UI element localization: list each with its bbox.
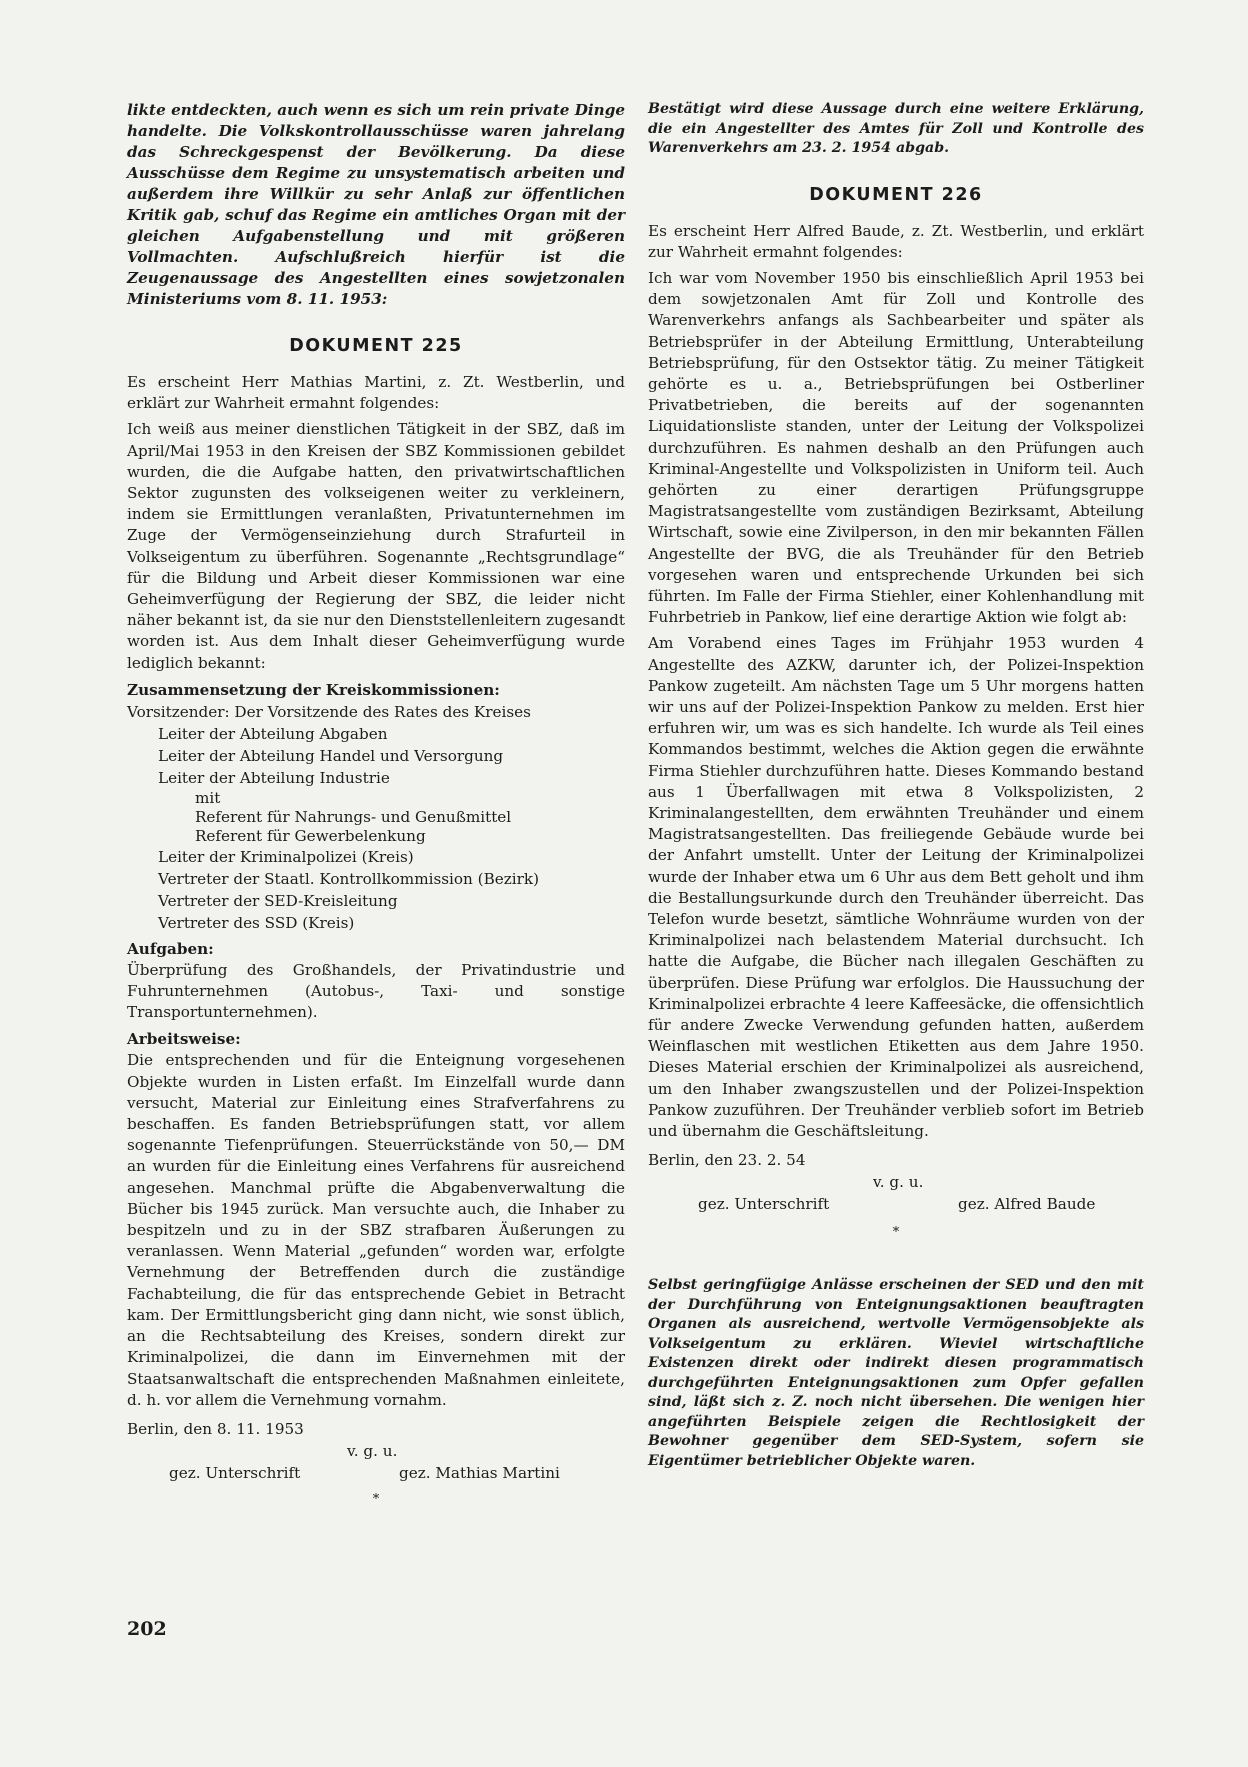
- document-body: [127, 960, 625, 1024]
- body-paragraph: Die entsprechenden und für die Enteignung vorgesehenen Objekte wurden in Listen erfaßt. Im Einzelfall wurde dann versucht, Material zur Einleitung eines Strafverfahrens zu beschaffen. Es fanden Betriebsprüfungen statt, vor allem sogenannte Tiefenprüfungen. Steuerrückstände von 50,— DM an wurden für die Einleitung eines Verfahrens für ausreichend angesehen. Manchmal prüfte die Abgabenverwaltung die Bücher bis 1945 zurück. Man versuchte auch, die Inhaber zu bespitzeln und zu in der SBZ strafbaren Äußerungen zu veranlassen. Wenn Material „gefunden“ worden war, erfolgte Vernehmung der Betreffenden durch die zuständige Fachabteilung, die für das entsprechende Gebiet in Betracht kam. Der Ermittlungsbericht ging dann nicht, wie sonst üblich, an die Rechtsabteilung des Kreises, sondern direkt zur Kriminalpolizei, die dann im Einvernehmen mit der Staatsanwaltschaft die entsprechenden Maßnahmen einleitete, d. h. vor allem die Vernehmung vornahm.: [127, 1051, 625, 1409]
- signature-block: [648, 1171, 1144, 1215]
- signature-right: gez. Mathias Martini: [399, 1463, 560, 1482]
- list-item: Vertreter der Staatl. Kontrollkommission (Bezirk): [158, 869, 539, 888]
- signature-left: gez. Unterschrift: [169, 1463, 301, 1482]
- list-item: Vertreter des SSD (Kreis): [158, 913, 355, 932]
- list-item: Vorsitzender: Der Vorsitzende des Rates des Kreises: [127, 702, 531, 721]
- intro-paragraph: likte entdeckten, auch wenn es sich um rein private Dinge handelte. Die Volkskontrollausschüsse waren jahrelang das Schreckgespenst der Bevölkerung. Da diese Ausschüsse dem Regime zu unsystematisch arbeiten und außerdem ihre Willkür zu sehr Anlaß zur öffentlichen Kritik gab, schuf das Regime ein amtliches Organ mit der gleichen Aufgabenstellung und mit größeren Vollmachten. Aufschlußreich hierfür ist die Zeugenaussage des Angestellten eines sowjetzonalen Ministeriums vom 8. 11. 1953:: [127, 101, 625, 308]
- list-item: Leiter der Abteilung Handel und Versorgung: [158, 746, 504, 765]
- list-item: Leiter der Abteilung Abgaben: [158, 724, 388, 743]
- intro-paragraph: Bestätigt wird diese Aussage durch eine weitere Erklärung, die ein Angestellter des Amtes für Zoll und Kontrolle des Warenverkehrs am 23. 2. 1954 abgab.: [648, 101, 1144, 156]
- body-paragraph: Es erscheint Herr Mathias Martini, z. Zt. Westberlin, und erklärt zur Wahrheit ermahnt folgendes:: [127, 373, 625, 413]
- page-number: 202: [127, 1618, 167, 1640]
- list-subitem: Referent für Nahrungs- und Genußmittel: [195, 807, 512, 826]
- closing-paragraph: Selbst geringfügige Anlässe erscheinen der SED und den mit der Durchführung von Enteignungsaktionen beauftragten Organen als ausreichend, wertvolle Vermögensobjekte als Volkseigentum zu erklären. Wieviel wirtschaftliche Existenzen direkt oder indirekt diesen programmatisch durchgeführten Enteignungsaktionen zum Opfer gefallen sind, läßt sich z. Z. noch nicht übersehen. Die wenigen hier angeführten Beispiele zeigen die Rechtlosigkeit der Bewohner gegenüber dem SED-System, sofern sie Eigentümer betrieblicher Objekte waren.: [648, 1277, 1144, 1469]
- signature-date: Berlin, den 8. 11. 1953: [127, 1419, 304, 1438]
- body-paragraph: Ich weiß aus meiner dienstlichen Tätigkeit in der SBZ, daß im April/Mai 1953 in den Kreisen der SBZ Kommissionen gebildet wurden, die die Aufgabe hatten, den privatwirtschaftlichen Sektor zugunsten des volkseigenen weiter zu verkleinern, indem sie Ermittlungen veranlaßten, Privatunternehmen im Zuge der Vermögenseinziehung durch Strafurteil in Volkseigentum zu überführen. Sogenannte „Rechtsgrundlage“ für die Bildung und Arbeit dieser Kommissionen war eine Geheimverfügung der Regierung der SBZ, die leider nicht näher bekannt ist, da sie nur den Dienststellenleitern zugesandt worden ist. Aus dem Inhalt dieser Geheimverfügung wurde lediglich bekannt:: [127, 420, 625, 672]
- document-body: [127, 372, 625, 674]
- right-column: [648, 100, 1144, 1471]
- body-paragraph: Es erscheint Herr Alfred Baude, z. Zt. Westberlin, und erklärt zur Wahrheit ermahnt folgendes:: [648, 221, 1144, 261]
- left-column: [127, 100, 625, 1507]
- signature-right: gez. Alfred Baude: [958, 1195, 1096, 1214]
- section-title: Aufgaben:: [127, 939, 214, 958]
- signature-vgu: v. g. u.: [347, 1441, 398, 1460]
- section-title: Arbeitsweise:: [127, 1030, 241, 1049]
- signature-block: [127, 1440, 625, 1484]
- separator-star: *: [372, 1491, 380, 1507]
- separator-star: *: [892, 1225, 900, 1241]
- list-item: Vertreter der SED-Kreisleitung: [158, 891, 398, 910]
- section-title: Zusammensetzung der Kreiskommissionen:: [127, 680, 500, 699]
- signature-date: Berlin, den 23. 2. 54: [648, 1151, 806, 1170]
- composition-list: [127, 701, 625, 934]
- signature-left: gez. Unterschrift: [698, 1195, 830, 1214]
- list-item: Leiter der Kriminalpolizei (Kreis): [158, 847, 414, 866]
- document-heading: DOKUMENT 225: [289, 336, 463, 356]
- list-subitem: Referent für Gewerbelenkung: [195, 826, 426, 845]
- body-paragraph: Ich war vom November 1950 bis einschließlich April 1953 bei dem sowjetzonalen Amt für Zoll und Kontrolle des Warenverkehrs anfangs als Sachbearbeiter und später als Betriebsprüfer in der Abteilung Ermittlung, Unterabteilung Betriebsprüfung, für den Ostsektor tätig. Zu meiner Tätigkeit gehörte es u. a., Betriebsprüfungen bei Ostberliner Privatbetrieben, die bereits auf der sogenannten Liquidationsliste standen, unter der Leitung der Volkspolizei durchzuführen. Es nahmen deshalb an den Prüfungen auch Kriminal-Angestellte und Volkspolizisten in Uniform teil. Auch gehörten zu einer derartigen Prüfungsgruppe Magistratsangestellte vom zuständigen Bezirksamt, Abteilung Wirtschaft, sowie eine Zivilperson, in den mir bekannten Fällen Angestellte der BVG, die als Treuhänder für den Betrieb vorgesehen waren und entsprechende Urkunden bei sich führten. Im Falle der Firma Stiehler, einer Kohlenhandlung mit Fuhrbetrieb in Pankow, lief eine derartige Aktion wie folgt ab:: [648, 268, 1144, 627]
- body-paragraph: Am Vorabend eines Tages im Frühjahr 1953 wurden 4 Angestellte des AZKW, darunter ich, der Polizei-Inspektion Pankow zugeteilt. Am nächsten Tage um 5 Uhr morgens hatten wir uns auf der Polizei-Inspektion Pankow zu melden. Erst hier erfuhren wir, um was es sich handelte. Ich wurde als Teil eines Kommandos bestimmt, welches die Aktion gegen die erwähnte Firma Stiehler durchzuführen hatte. Dieses Kommando bestand aus 1 Überfallwagen mit etwa 8 Volkspolizisten, 2 Kriminalangestellten, dem erwähnten Treuhänder und einem Magistratsangestellten. Das freiliegende Gebäude wurde bei der Anfahrt umstellt. Unter der Leitung der Kriminalpolizei wurde der Inhaber etwa um 6 Uhr aus dem Bett geholt und ihm die Bestallungsurkunde durch den Treuhänder überreicht. Das Telefon wurde besetzt, sämtliche Wohnräume wurden von der Kriminalpolizei nach belastendem Material durchsucht. Ich hatte die Aufgabe, die Bücher nach illegalen Geschäften zu überprüfen. Diese Prüfung war erfolglos. Die Haussuchung der Kriminalpolizei erbrachte 4 leere Kaffeesäcke, die offensichtlich für andere Zwecke Verwendung gefunden hatten, außerdem Weinflaschen mit westlichen Etiketten aus dem Jahre 1950. Dieses Material erschien der Kriminalpolizei als ausreichend, um den Inhaber zwangszustellen und der Polizei-Inspektion Pankow zuzuführen. Der Treuhänder verblieb sofort im Betrieb und übernahm die Geschäftsleitung.: [648, 634, 1144, 1141]
- body-paragraph: Überprüfung des Großhandels, der Privatindustrie und Fuhrunternehmen (Autobus-, Taxi- und sonstige Transportunternehmen).: [127, 960, 625, 1022]
- document-body: [127, 1050, 625, 1410]
- document-body: [648, 221, 1144, 1143]
- list-subitem: mit: [195, 788, 221, 807]
- list-item: Leiter der Abteilung Industrie: [158, 768, 390, 787]
- document-heading: DOKUMENT 226: [809, 184, 983, 205]
- signature-vgu: v. g. u.: [873, 1173, 924, 1192]
